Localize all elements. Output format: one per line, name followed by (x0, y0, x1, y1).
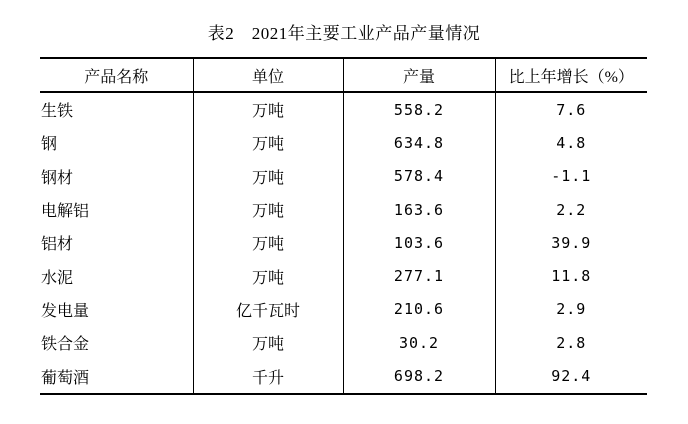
header-unit: 单位 (193, 58, 343, 92)
output-cell: 578.4 (343, 160, 495, 193)
output-cell: 103.6 (343, 226, 495, 259)
unit-cell: 万吨 (193, 126, 343, 159)
unit-cell: 万吨 (193, 193, 343, 226)
table-row (40, 226, 647, 259)
industrial-output-table (40, 57, 647, 395)
header-growth: 比上年增长（%） (495, 58, 647, 92)
growth-cell: 11.8 (495, 259, 647, 292)
table-row (40, 160, 647, 193)
unit-cell: 万吨 (193, 92, 343, 126)
growth-cell: 7.6 (495, 92, 647, 126)
product-name-cell: 铁合金 (41, 336, 90, 354)
output-cell: 163.6 (343, 193, 495, 226)
table-row (40, 293, 647, 326)
growth-cell: -1.1 (495, 160, 647, 193)
product-name-cell: 发电量 (41, 302, 90, 320)
product-name-cell: 铝材 (41, 236, 74, 254)
growth-cell: 2.8 (495, 326, 647, 359)
table-caption: 表2 2021年主要工业产品产量情况 (207, 24, 481, 43)
output-cell: 634.8 (343, 126, 495, 159)
output-cell: 210.6 (343, 293, 495, 326)
output-cell: 698.2 (343, 359, 495, 393)
product-name-cell: 钢材 (41, 169, 74, 187)
unit-cell: 亿千瓦时 (193, 293, 343, 326)
unit-cell: 万吨 (193, 226, 343, 259)
product-name-cell: 水泥 (41, 269, 74, 287)
header-product-name: 产品名称 (40, 58, 193, 92)
unit-cell: 万吨 (193, 160, 343, 193)
unit-cell: 千升 (193, 359, 343, 393)
growth-cell: 2.2 (495, 193, 647, 226)
header-output: 产量 (343, 58, 495, 92)
output-cell: 30.2 (343, 326, 495, 359)
table-row (40, 193, 647, 226)
product-name-cell: 生铁 (41, 103, 74, 121)
product-name-cell: 钢 (41, 136, 58, 154)
table-row (40, 326, 647, 359)
table-row (40, 92, 647, 126)
unit-cell: 万吨 (193, 326, 343, 359)
growth-cell: 4.8 (495, 126, 647, 159)
table-row (40, 126, 647, 159)
header-row (40, 58, 647, 92)
growth-cell: 39.9 (495, 226, 647, 259)
table-row (40, 359, 647, 393)
output-cell: 277.1 (343, 259, 495, 292)
output-cell: 558.2 (343, 92, 495, 126)
growth-cell: 92.4 (495, 359, 647, 393)
product-name-cell: 电解铝 (41, 203, 90, 221)
product-name-cell: 葡萄酒 (41, 369, 90, 387)
growth-cell: 2.9 (495, 293, 647, 326)
unit-cell: 万吨 (193, 259, 343, 292)
table-row (40, 259, 647, 292)
